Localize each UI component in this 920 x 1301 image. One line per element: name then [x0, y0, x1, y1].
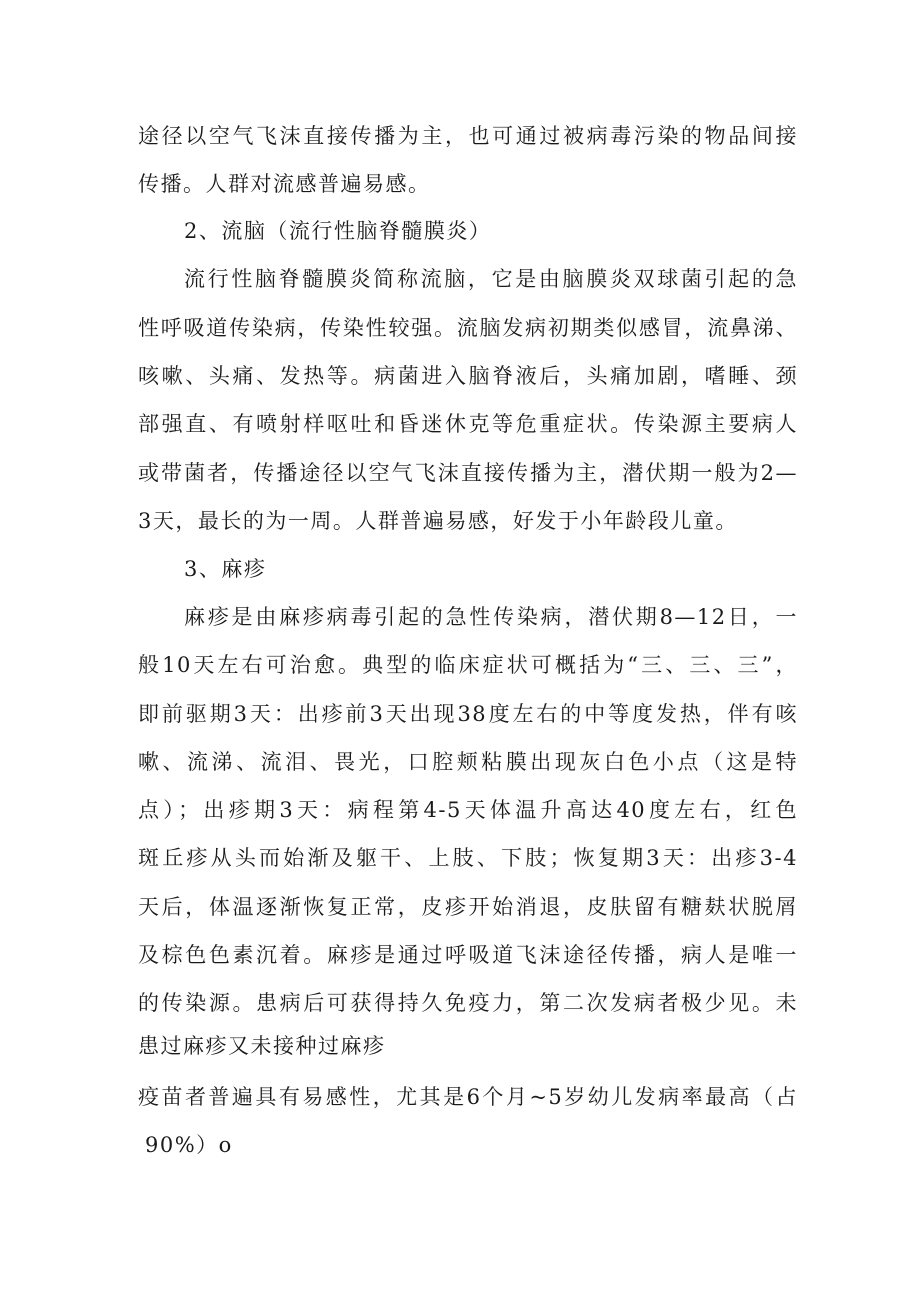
text-line: 疫苗者普遍具有易感性，尤其是6个月~5岁幼儿发病率最高（占: [138, 1085, 798, 1109]
text-line: 3天，最长的为一周。人群普遍易感，好发于小年龄段儿童。: [138, 509, 738, 533]
text-line: 斑丘疹从头而始渐及躯干、上肢、下肢；恢复期3天：出疹3-4: [138, 846, 798, 870]
text-line: 及棕色色素沉着。麻疹是通过呼吸道飞沫途径传播，病人是唯一: [138, 943, 798, 967]
text-line: 流行性脑脊髓膜炎简称流脑，它是由脑膜炎双球菌引起的急: [184, 267, 798, 291]
text-line: 麻疹是由麻疹病毒引起的急性传染病，潜伏期8—12日，一: [184, 605, 798, 629]
text-line: 咳嗽、头痛、发热等。病菌进入脑脊液后，头痛加剧，嗜睡、颈: [138, 364, 798, 388]
text-line: 传播。人群对流感普遍易感。: [138, 172, 431, 196]
text-line: 即前驱期3天：出疹前3天出现38度左右的中等度发热，伴有咳: [138, 702, 798, 726]
text-line: 性呼吸道传染病，传染性较强。流脑发病初期类似感冒，流鼻涕、: [138, 316, 798, 340]
text-line: 患过麻疹又未接种过麻疹: [138, 1034, 386, 1058]
section-heading: 3、麻疹: [184, 557, 267, 581]
text-line: 般10天左右可治愈。典型的临床症状可概括为“三、三、三”，: [138, 653, 798, 677]
text-line: 部强直、有喷射样呕吐和昏迷休克等危重症状。传染源主要病人: [138, 412, 798, 436]
section-heading: 2、流脑（流行性脑脊髓膜炎）: [184, 219, 492, 243]
text-line: 的传染源。患病后可获得持久免疫力，第二次发病者极少见。未: [138, 991, 798, 1015]
text-line: 天后，体温逐渐恢复正常，皮疹开始消退，皮肤留有糖麸状脱屑: [138, 895, 798, 919]
text-line: 90%）o: [145, 1133, 233, 1157]
text-line: 或带菌者，传播途径以空气飞沫直接传播为主，潜伏期一般为2—: [138, 461, 798, 485]
text-line: 途径以空气飞沫直接传播为主，也可通过被病毒污染的物品间接: [138, 124, 798, 148]
text-line: 点）；出疹期3天：病程第4-5天体温升高达40度左右，红色: [138, 798, 798, 822]
text-line: 嗽、流涕、流泪、畏光，口腔颊粘膜出现灰白色小点（这是特: [138, 750, 798, 774]
